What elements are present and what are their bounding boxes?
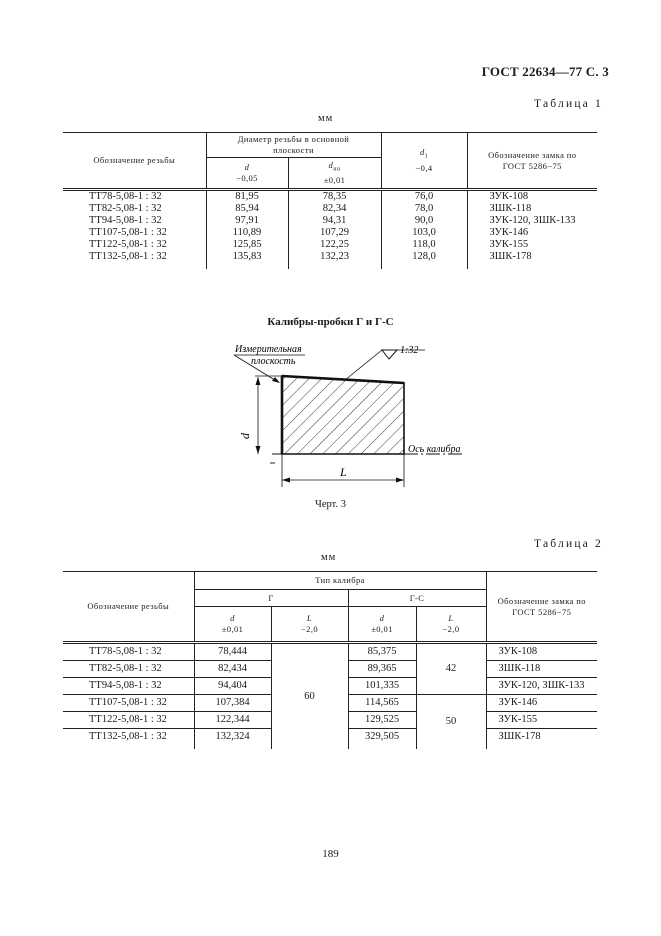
table1-cell: 132,23 xyxy=(288,251,381,269)
table2-cell-L-gs: 50 xyxy=(416,695,486,750)
table1-header-d1: $d_1$ −0,4 xyxy=(381,133,467,190)
table1-cell: ТТ82-5,08-1 : 32 xyxy=(89,203,162,214)
table2-label: Таблица 2 xyxy=(534,538,603,550)
measuring-plane-label-1: Измерительная xyxy=(235,344,302,355)
table2-cell: 132,324 xyxy=(194,729,271,750)
table2-cell: ЗУК-108 xyxy=(486,643,597,661)
table1-cell: ТТ78-5,08-1 : 32 xyxy=(89,191,162,202)
table1-cell: 97,91 xyxy=(206,215,288,227)
table1-header-diameter: Диаметр резьбы в основной плоскости xyxy=(206,133,381,158)
table2-header-gs: Г-С xyxy=(348,590,486,607)
table2-cell: ЗШК-118 xyxy=(486,661,597,678)
table1-cell: 122,25 xyxy=(288,239,381,251)
table2-header-g-d: d ±0,01 xyxy=(194,607,271,643)
table1-cell: ЗУК-108 xyxy=(467,190,597,204)
figure-title: Калибры-пробки Г и Г-С xyxy=(267,316,394,328)
gauge-body xyxy=(282,376,404,454)
table1-cell: 110,89 xyxy=(206,227,288,239)
taper-label: 1:32 xyxy=(400,345,419,356)
table1-cell: 94,31 xyxy=(288,215,381,227)
table1-cell: ТТ132-5,08-1 : 32 xyxy=(89,251,167,262)
table2-header-type: Тип калибра xyxy=(194,572,486,590)
table1-cell: 78,0 xyxy=(381,203,467,215)
table1-cell: 76,0 xyxy=(381,190,467,204)
table2-cell: ЗУК-120, ЗШК-133 xyxy=(486,678,597,695)
table2-header-gs-d: d ±0,01 xyxy=(348,607,416,643)
table2-cell: 107,384 xyxy=(194,695,271,712)
table2-cell: 89,365 xyxy=(348,661,416,678)
table1-cell: ЗУК-120, ЗШК-133 xyxy=(467,215,597,227)
table2-cell: 114,565 xyxy=(348,695,416,712)
measuring-plane-label-2: плоскость xyxy=(251,356,296,367)
table1-unit: мм xyxy=(318,113,334,124)
table1-cell: 82,34 xyxy=(288,203,381,215)
table1-cell: ТТ107-5,08-1 : 32 xyxy=(89,227,167,238)
table2-cell: ЗУК-155 xyxy=(486,712,597,729)
table1-header-lock: Обозначение замка по ГОСТ 5286−75 xyxy=(467,133,597,190)
table1-cell: 78,35 xyxy=(288,190,381,204)
table1-cell: ЗУК-155 xyxy=(467,239,597,251)
table2-cell: 85,375 xyxy=(348,643,416,661)
table1-cell: ЗШК-118 xyxy=(467,203,597,215)
table1-cell: ЗУК-146 xyxy=(467,227,597,239)
table1-header-dsub: $d_{нн}$ ±0,01 xyxy=(288,158,381,190)
table2-cell: ТТ132-5,08-1 : 32 xyxy=(89,731,167,742)
table2-cell: ТТ82-5,08-1 : 32 xyxy=(63,661,194,678)
table1-cell: 81,95 xyxy=(206,190,288,204)
table2-cell: ЗШК-178 xyxy=(486,729,597,750)
table1-cell: ТТ122-5,08-1 : 32 xyxy=(89,239,167,250)
table1-cell: 125,85 xyxy=(206,239,288,251)
table2-header-g: Г xyxy=(194,590,348,607)
table2-unit: мм xyxy=(321,552,337,563)
table1-header-thread: Обозначение резьбы xyxy=(63,133,206,190)
table1-cell: ТТ94-5,08-1 : 32 xyxy=(89,215,162,226)
table2-cell: 82,434 xyxy=(194,661,271,678)
dimension-L-label: L xyxy=(340,465,347,479)
table1-cell: 118,0 xyxy=(381,239,467,251)
table2-cell: 329,505 xyxy=(348,729,416,750)
table2-cell: 78,444 xyxy=(194,643,271,661)
table2-cell-L-gs: 42 xyxy=(416,643,486,695)
table2-cell: ЗУК-146 xyxy=(486,695,597,712)
table1-cell: 103,0 xyxy=(381,227,467,239)
table1-header-d: d −0,05 xyxy=(206,158,288,190)
table2-header-lock: Обозначение замка по ГОСТ 5286−75 xyxy=(486,572,597,643)
figure-caption: Черт. 3 xyxy=(315,499,346,510)
table2-cell: ТТ122-5,08-1 : 32 xyxy=(63,712,194,729)
table2-cell: 122,344 xyxy=(194,712,271,729)
table1-cell: 107,29 xyxy=(288,227,381,239)
table2-cell: ТТ78-5,08-1 : 32 xyxy=(63,643,194,661)
table1-cell: 135,83 xyxy=(206,251,288,269)
table1-label: Таблица 1 xyxy=(534,98,603,110)
table1-cell: 90,0 xyxy=(381,215,467,227)
table1-cell: 85,94 xyxy=(206,203,288,215)
table2-header-g-L: L −2,0 xyxy=(271,607,348,643)
table2-header-thread: Обозначение резьбы xyxy=(63,572,194,643)
page-number: 189 xyxy=(322,848,339,860)
table1-cell: ЗШК-178 xyxy=(467,251,597,269)
table2-cell: ТТ107-5,08-1 : 32 xyxy=(63,695,194,712)
table2-cell-L-g: 60 xyxy=(271,643,348,750)
table2-cell: 94,404 xyxy=(194,678,271,695)
table2-cell: ТТ94-5,08-1 : 32 xyxy=(63,678,194,695)
table1 xyxy=(63,132,597,269)
table2-cell: 129,525 xyxy=(348,712,416,729)
document-header: ГОСТ 22634—77 С. 3 xyxy=(481,64,609,79)
table2 xyxy=(63,571,597,749)
axis-label: Ось калибра xyxy=(408,444,461,455)
table2-cell: 101,335 xyxy=(348,678,416,695)
dimension-d-label: d xyxy=(238,433,252,439)
table1-cell: 128,0 xyxy=(381,251,467,269)
gauge-drawing xyxy=(225,335,485,495)
table2-header-gs-L: L −2,0 xyxy=(416,607,486,643)
